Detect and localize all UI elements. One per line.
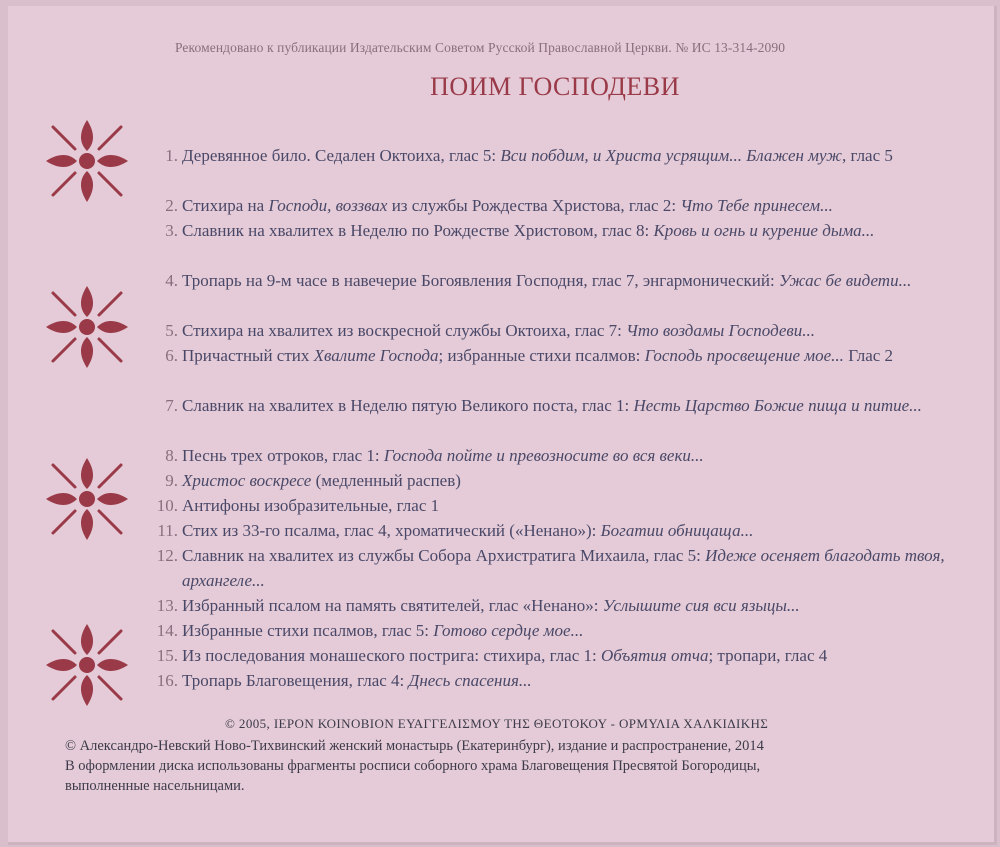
track-number: 15. (156, 646, 178, 665)
flower-ornament-icon (44, 456, 130, 542)
track-text: Причастный стих (182, 346, 314, 365)
track-text: Деревянное било. Седален Октоиха, глас 5: (182, 146, 501, 165)
track-number: 6. (165, 346, 178, 365)
track-text: Стихира на хвалитех из воскресной службы Октоиха, глас 7: (182, 321, 627, 340)
track-item (150, 518, 965, 543)
track-item (150, 593, 965, 618)
track-item (150, 443, 965, 468)
track-number: 7. (165, 396, 178, 415)
track-text: Из последования монашеского пострига: стихира, глас 1: (182, 646, 601, 665)
track-number: 5. (165, 321, 178, 340)
track-text: Славник на хвалитех из службы Собора Архистратига Михаила, глас 5: (182, 546, 706, 565)
copyright-greek: © 2005, ΙΕΡΟΝ ΚΟΙΝΟΒΙΟΝ ΕΥΑΓΓΕΛΙΣΜΟΥ ΤΗΣ ΘΕΟΤΟΚΟΥ - ΟΡΜΥΛΙΑ ΧΑΛΚΙΔΙΚΗΣ (225, 716, 769, 731)
track-incipit: Что Тебе принесем... (680, 196, 833, 215)
track-incipit: Что воздамы Господеви... (626, 321, 816, 340)
track-text: Избранные стихи псалмов, глас 5: (182, 621, 434, 640)
flower-ornament-icon (44, 284, 130, 370)
track-number: 12. (156, 546, 178, 565)
track-item (150, 143, 965, 193)
track-item (150, 318, 965, 343)
track-suffix: ; тропари, глас 4 (708, 646, 828, 665)
track-item (150, 618, 965, 643)
track-number: 3. (165, 221, 178, 240)
publication-recommendation: Рекомендовано к публикации Издательским Советом Русской Православной Церкви. № ИС 13-314-2090 (175, 40, 786, 55)
track-number: 16. (156, 671, 178, 690)
track-text: Славник на хвалитех в Неделю пятую Великого поста, глас 1: (182, 396, 634, 415)
track-number: 14. (156, 621, 178, 640)
track-incipit: Господь просвещение мое... (644, 346, 844, 365)
track-number: 4. (165, 271, 178, 290)
track-incipit: Несть Царство Божие пища и питие... (633, 396, 922, 415)
track-number: 13. (156, 596, 178, 615)
flower-ornament-icon (44, 622, 130, 708)
track-item (150, 393, 965, 443)
track-text: Стих из 33-го псалма, глас 4, хроматический («Ненано»): (182, 521, 601, 540)
track-item (150, 668, 965, 693)
track-number: 2. (165, 196, 178, 215)
track-incipit: Господа пойте и превозносите во вся веки... (383, 446, 704, 465)
track-number: 11. (157, 521, 178, 540)
track-item (150, 543, 965, 593)
copyright-line: © Александро-Невский Ново-Тихвинский женский монастырь (Екатеринбург), издание и распространение, 2014 (65, 738, 764, 754)
track-incipit: Ужас бе видети... (778, 271, 912, 290)
track-suffix: , глас 5 (841, 146, 893, 165)
track-number: 9. (165, 471, 178, 490)
track-text: Избранный псалом на память святителей, глас «Ненано»: (182, 596, 603, 615)
track-text: Антифоны изобразительные, глас 1 (182, 496, 440, 515)
flower-ornament-icon (44, 118, 130, 204)
track-incipit: Услышите сия вси языцы... (602, 596, 800, 615)
track-suffix: Глас 2 (843, 346, 894, 365)
design-credit-line: В оформлении диска использованы фрагменты росписи соборного храма Благовещения Пресвятой Богородицы, (65, 758, 761, 774)
track-incipit: Объятия отча (601, 646, 709, 665)
track-incipit: Днесь спасения... (408, 671, 532, 690)
track-incipit: Хвалите Господа (313, 346, 439, 365)
track-incipit: Кровь и огнь и курение дыма... (653, 221, 875, 240)
track-incipit: Христос воскресе (182, 471, 312, 490)
copyright-block (65, 736, 965, 796)
track-incipit: Идеже осеняет благодать твоя, архангеле... (182, 546, 945, 590)
album-title: ПОИМ ГОСПОДЕВИ (430, 72, 680, 101)
track-number: 8. (165, 446, 178, 465)
track-item (150, 493, 965, 518)
track-incipit: Господи, воззвах (268, 196, 388, 215)
track-incipit: Вси побдим, и Христа усрящим... Блажен муж (500, 146, 842, 165)
track-text: Стихира на (182, 196, 269, 215)
design-credit-line: выполненные насельницами. (65, 778, 245, 794)
track-text: Тропарь на 9-м часе в навечерие Богоявления Господня, глас 7, энгармонический: (182, 271, 779, 290)
track-incipit: Богатии обницаща... (600, 521, 754, 540)
track-item (150, 468, 965, 493)
track-item (150, 343, 965, 393)
track-suffix: ; избранные стихи псалмов: (438, 346, 645, 365)
track-item (150, 643, 965, 668)
track-incipit: Готово сердце мое... (433, 621, 584, 640)
track-number: 1. (165, 146, 178, 165)
track-item (150, 268, 965, 318)
track-suffix: из службы Рождества Христова, глас 2: (387, 196, 681, 215)
track-number: 10. (156, 496, 178, 515)
track-text: Тропарь Благовещения, глас 4: (182, 671, 409, 690)
track-suffix: (медленный распев) (311, 471, 461, 490)
track-text: Песнь трех отроков, глас 1: (182, 446, 384, 465)
track-text: Славник на хвалитех в Неделю по Рождестве Христовом, глас 8: (182, 221, 654, 240)
track-item (150, 193, 965, 218)
track-list (150, 143, 965, 693)
track-item (150, 218, 965, 268)
